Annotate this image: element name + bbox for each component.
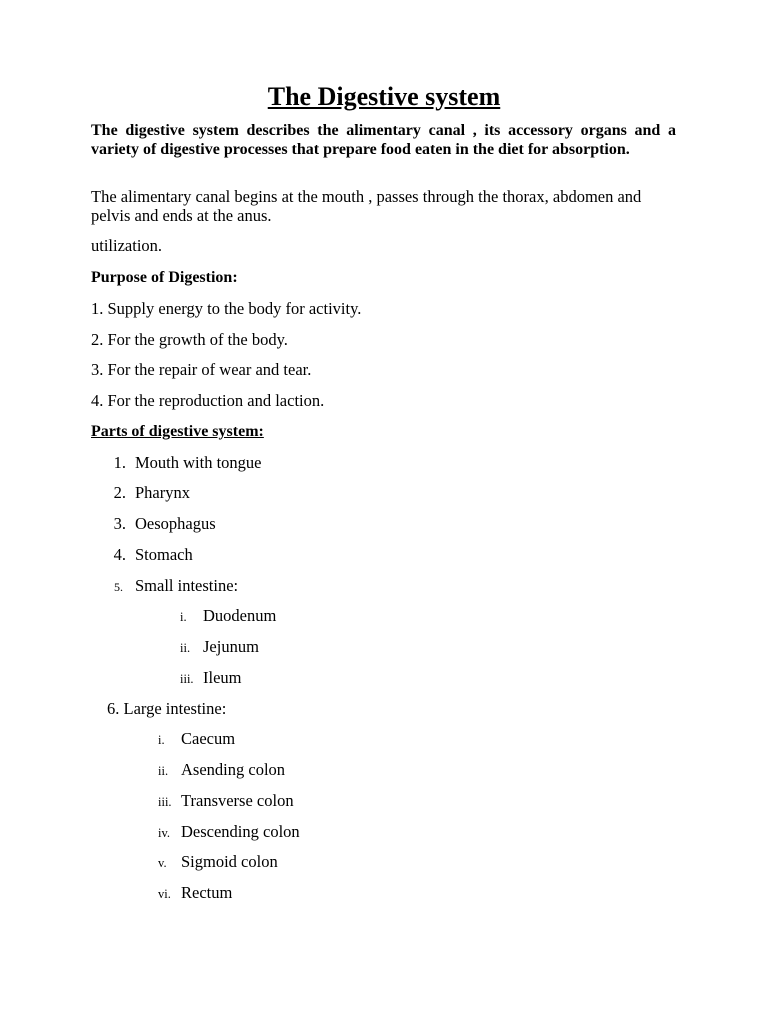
roman-numeral: ii. xyxy=(158,764,169,778)
roman-numeral: i. xyxy=(158,733,165,747)
intro-paragraph: The digestive system describes the alimentary canal , its accessory organs and a variety of digestive processes that prepare food eaten in the diet for absorption. xyxy=(91,122,676,158)
sublist-item: Transverse colon xyxy=(181,791,294,810)
list-number: 2. xyxy=(113,483,126,502)
roman-numeral: i. xyxy=(180,610,187,624)
list-number: 1. xyxy=(113,453,126,472)
page-title: The Digestive system xyxy=(267,82,501,111)
sublist-item: Sigmoid colon xyxy=(181,852,278,871)
list-item: Oesophagus xyxy=(135,514,216,533)
sublist-item: Caecum xyxy=(181,729,236,748)
list-number: 3. xyxy=(113,514,126,533)
purpose-heading: Purpose of Digestion: xyxy=(91,269,238,286)
roman-numeral: vi. xyxy=(158,887,171,901)
parts-heading: Parts of digestive system: xyxy=(91,423,264,440)
roman-numeral: ii. xyxy=(180,641,191,655)
list-item: Small intestine: xyxy=(135,576,239,595)
list-item: Mouth with tongue xyxy=(135,453,262,472)
purpose-item: 3. For the repair of wear and tear. xyxy=(91,360,312,379)
list-number: 5. xyxy=(114,580,123,594)
sublist-item: Duodenum xyxy=(203,606,277,625)
sublist-item: Ileum xyxy=(203,668,242,687)
sublist-item: Rectum xyxy=(181,883,233,902)
roman-numeral: iv. xyxy=(158,826,171,840)
purpose-item: 4. For the reproduction and laction. xyxy=(91,391,325,410)
sublist-item: Asending colon xyxy=(181,760,286,779)
sublist-item: Jejunum xyxy=(203,637,259,656)
roman-numeral: v. xyxy=(158,856,167,870)
purpose-item: 2. For the growth of the body. xyxy=(91,330,288,349)
large-intestine-heading: 6. Large intestine: xyxy=(107,699,227,718)
purpose-item: 1. Supply energy to the body for activity. xyxy=(91,299,362,318)
alimentary-canal-paragraph: The alimentary canal begins at the mouth , passes through the thorax, abdomen and pelvis and ends at the anus. xyxy=(91,187,642,225)
list-item: Stomach xyxy=(135,545,193,564)
roman-numeral: iii. xyxy=(180,672,194,686)
list-number: 4. xyxy=(113,545,126,564)
utilization-paragraph: utilization. xyxy=(91,236,163,255)
roman-numeral: iii. xyxy=(158,795,172,809)
list-item: Pharynx xyxy=(135,483,190,502)
sublist-item: Descending colon xyxy=(181,822,300,841)
